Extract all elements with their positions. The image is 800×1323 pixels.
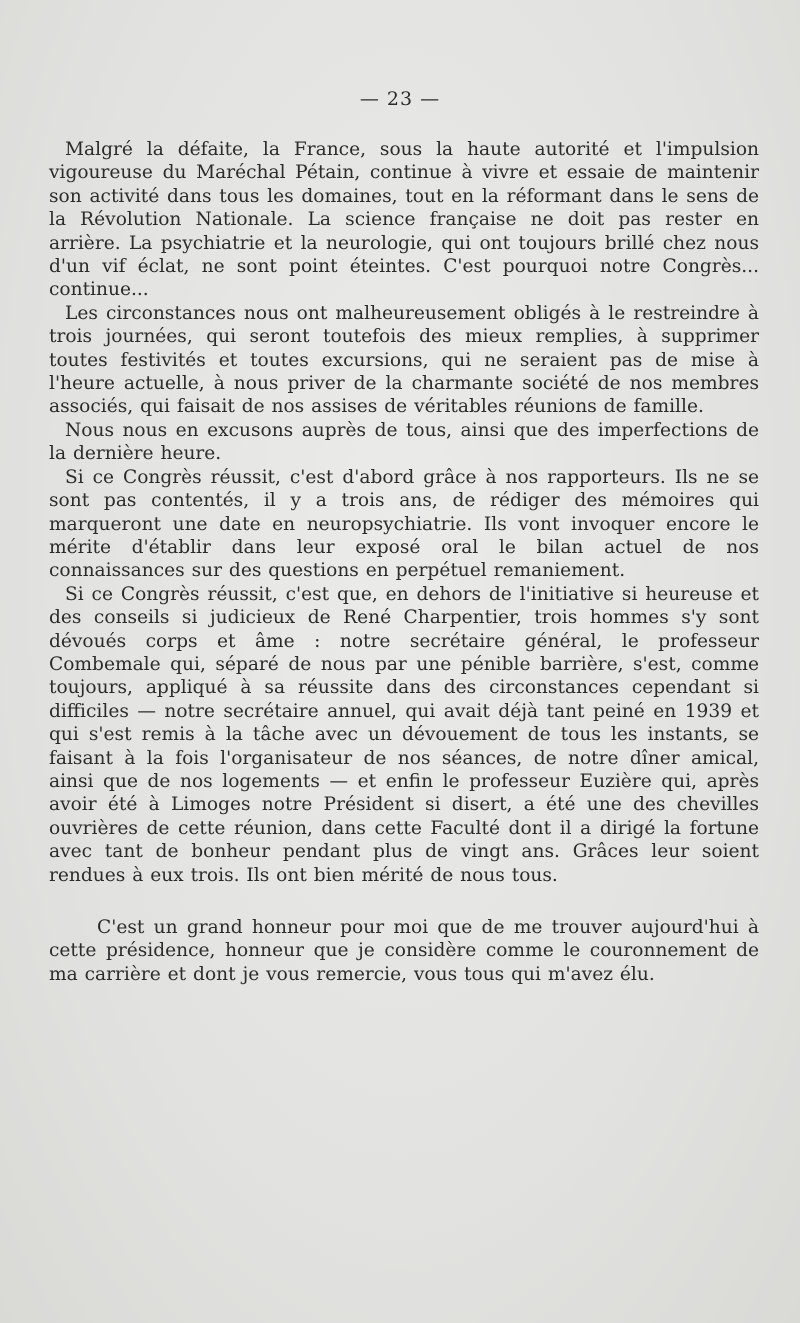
paragraph-1: Malgré la défaite, la France, sous la haute autorité et l'impulsion vigoureuse du Maréchal Pétain, continue à vivre et essaie de maintenir son activité dans tous les domaines, tout en la réformant dans le sens de la Révolution Nationale. La science française ne doit pas rester en arrière. La psychiatrie et la neurologie, qui ont toujours brillé chez nous d'un vif éclat, ne sont point éteintes. C'est pourquoi notre Congrès... continue...	[49, 139, 759, 301]
page-number: — 23 —	[359, 88, 441, 110]
body-text	[49, 138, 759, 986]
paragraph-4: Si ce Congrès réussit, c'est d'abord grâce à nos rapporteurs. Ils ne se sont pas contentés, il y a trois ans, de rédiger des mémoires qui marqueront une date en neuropsychiatrie. Ils vont invoquer encore le mérite d'établir dans leur exposé oral le bilan actuel de nos connaissances sur des questions en perpétuel remaniement.	[49, 466, 759, 582]
paragraph-2: Les circonstances nous ont malheureusement obligés à le restreindre à trois journées, qui seront toutefois des mieux remplies, à supprimer toutes festivités et toutes excursions, qui ne seraient pas de mise à l'heure actuelle, à nous priver de la charmante société de nos membres associés, qui faisait de nos assises de véritables réunions de famille.	[49, 302, 759, 418]
paragraph-3: Nous nous en excusons auprès de tous, ainsi que des imperfections de la dernière heure.	[49, 419, 759, 465]
paragraph-5: Si ce Congrès réussit, c'est que, en dehors de l'initiative si heureuse et des conseils si judicieux de René Charpentier, trois hommes s'y sont dévoués corps et âme : notre secrétaire général, le professeur Combemale qui, séparé de nous par une pénible barrière, s'est, comme toujours, appliqué à sa réussite dans des circonstances cependant si difficiles — notre secrétaire annuel, qui avait déjà tant peiné en 1939 et qui s'est remis à la tâche avec un dévouement de tous les instants, se faisant à la fois l'organisateur de nos séances, de notre dîner amical, ainsi que de nos logements — et enfin le professeur Euzière qui, après avoir été à Limoges notre Président si disert, a été une des chevilles ouvrières de cette réunion, dans cette Faculté dont il a dirigé la fortune avec tant de bonheur pendant plus de vingt ans. Grâces leur soient rendues à eux trois. Ils ont bien mérité de nous tous.	[49, 583, 759, 886]
paragraph-6: C'est un grand honneur pour moi que de me trouver aujourd'hui à cette présidence, honneur que je considère comme le couronnement de ma carrière et dont je vous remercie, vous tous qui m'avez élu.	[49, 917, 759, 985]
